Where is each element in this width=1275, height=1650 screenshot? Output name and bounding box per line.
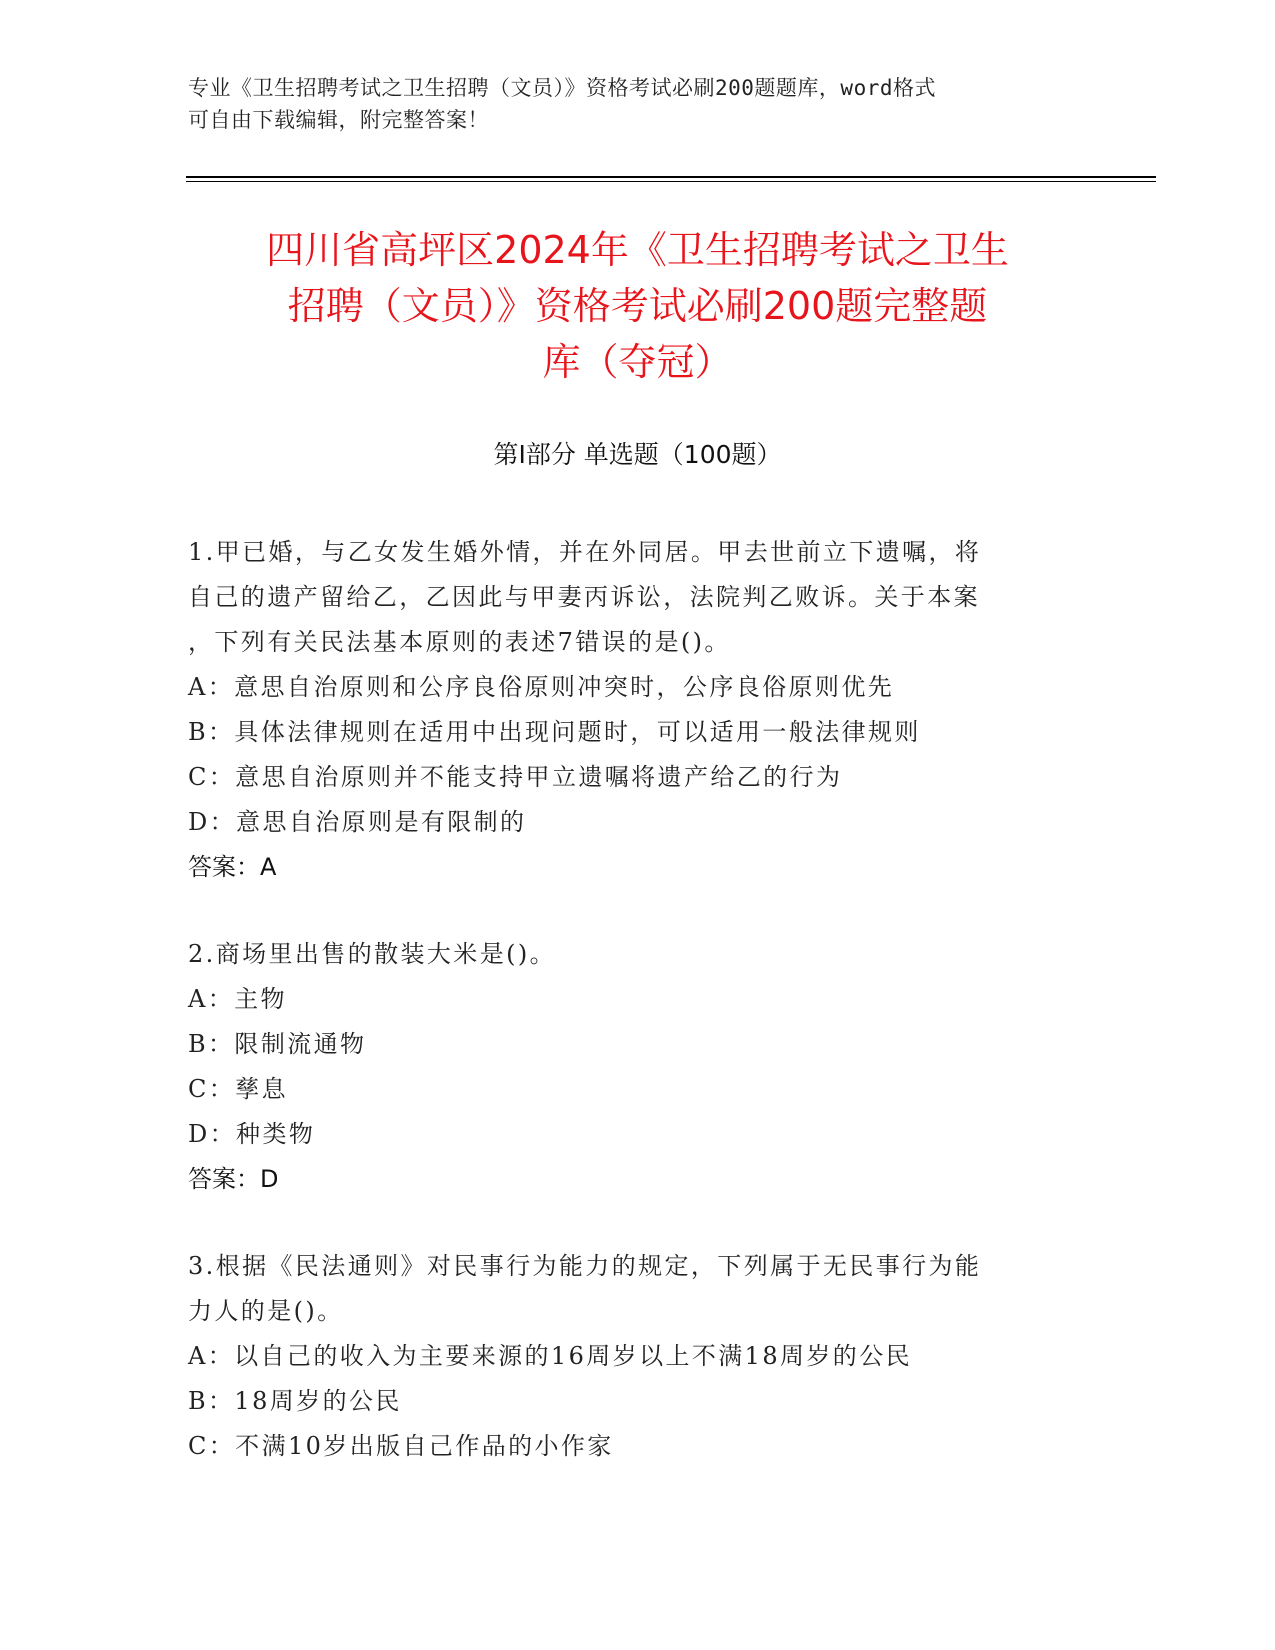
header-note-line: 专业《卫生招聘考试之卫生招聘（文员）》资格考试必刷200题题库，word格式 (188, 76, 936, 100)
option-c: C：不满10岁出版自己作品的小作家 (188, 1432, 614, 1460)
title-line: 四川省高坪区2024年《卫生招聘考试之卫生 (266, 228, 1009, 272)
question-stem (188, 932, 1088, 977)
title-line: 库（夺冠） (542, 340, 733, 384)
stem-line: 自己的遗产留给乙，乙因此与甲妻丙诉讼，法院判乙败诉。关于本案 (188, 583, 980, 611)
question-stem (188, 1244, 1088, 1334)
stem-line: 2.商场里出售的散装大米是()。 (188, 940, 557, 968)
answer: 答案：A (188, 853, 277, 881)
question-1 (188, 530, 1088, 890)
option-b: B：18周岁的公民 (188, 1387, 402, 1415)
option-b: B：限制流通物 (188, 1030, 367, 1058)
title-line: 招聘（文员）》资格考试必刷200题完整题 (287, 284, 988, 328)
option-d: D：种类物 (188, 1120, 316, 1148)
option-b: B：具体法律规则在适用中出现问题时，可以适用一般法律规则 (188, 718, 921, 746)
question-list (188, 530, 1088, 1511)
stem-line: 3.根据《民法通则》对民事行为能力的规定，下列属于无民事行为能 (188, 1252, 982, 1280)
option-a: A：意思自治原则和公序良俗原则冲突时，公序良俗原则优先 (188, 673, 895, 701)
question-3 (188, 1244, 1088, 1469)
option-a: A：以自己的收入为主要来源的16周岁以上不满18周岁的公民 (188, 1342, 913, 1370)
option-d: D：意思自治原则是有限制的 (188, 808, 527, 836)
stem-line: ，下列有关民法基本原则的表述7错误的是()。 (188, 628, 731, 656)
question-stem (188, 530, 1088, 665)
question-2 (188, 932, 1088, 1202)
option-c: C：意思自治原则并不能支持甲立遗嘱将遗产给乙的行为 (188, 763, 843, 791)
header-divider-thin (186, 181, 1156, 182)
option-c: C：孳息 (188, 1075, 288, 1103)
stem-line: 1.甲已婚，与乙女发生婚外情，并在外同居。甲去世前立下遗嘱，将 (188, 538, 982, 566)
header-note (188, 72, 1068, 136)
section-title: 第Ⅰ部分 单选题（100题） (493, 440, 782, 469)
answer: 答案：D (188, 1165, 279, 1193)
document-title (150, 222, 1125, 390)
option-a: A：主物 (188, 985, 287, 1013)
header-divider-thick (186, 176, 1156, 178)
stem-line: 力人的是()。 (188, 1297, 344, 1325)
header-note-line: 可自由下载编辑，附完整答案！ (188, 108, 489, 132)
